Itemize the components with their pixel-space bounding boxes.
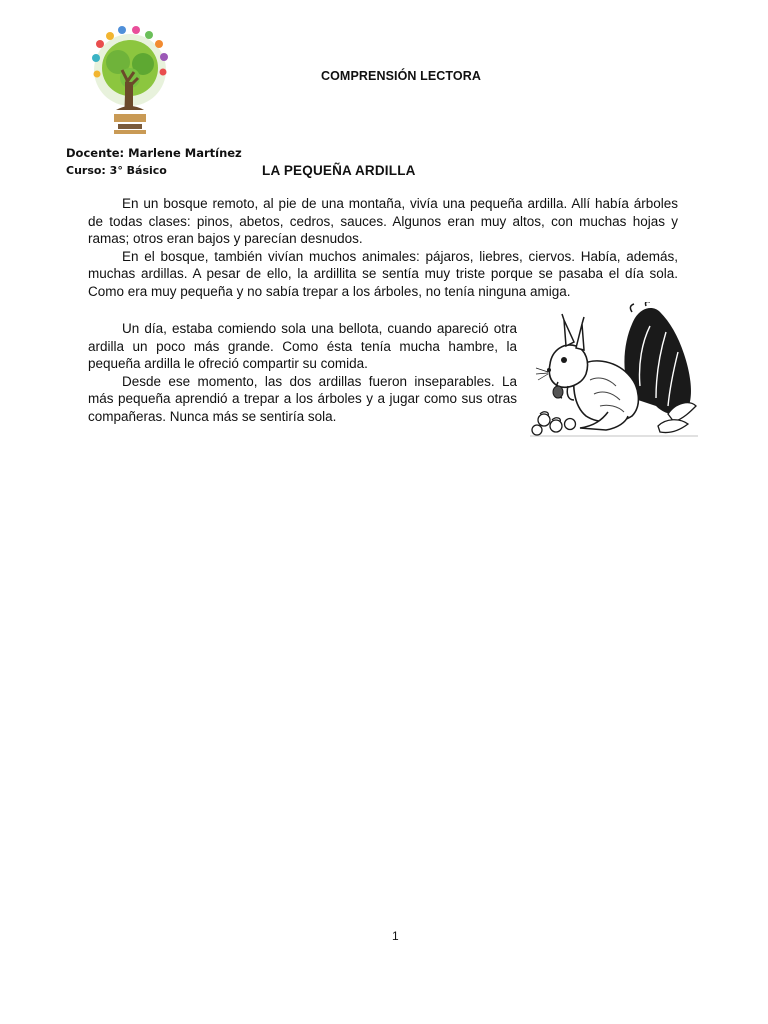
worksheet-title: COMPRENSIÓN LECTORA	[320, 69, 481, 83]
paragraph: Desde ese momento, las dos ardillas fueron inseparables. La más pequeña aprendió a trepar a los árboles y a jugar como sus otras compañeras. Nunca más se sentiría sola.	[88, 373, 517, 424]
story-title: LA PEQUEÑA ARDILLA	[262, 163, 416, 178]
paragraph: Un día, estaba comiendo sola una bellota, cuando apareció otra ardilla un poco más grande. Como ésta tenía mucha hambre, la pequeña ardilla le ofreció compartir su comida.	[88, 321, 517, 372]
paragraph: En un bosque remoto, al pie de una montaña, vivía una pequeña ardilla. Allí había árboles de todas clases: pinos, abetos, cedros, sauces. Algunos eran muy altos, con muchas hojas y ramas; otros eran bajos y parecían desnudos.	[88, 196, 678, 247]
paragraph: En el bosque, también vivían muchos animales: pájaros, liebres, ciervos. Había, además, muchas ardillas. A pesar de ello, la ardillita se sentía muy triste porque se pasaba el día sola. Como era muy pequeña y no sabía trepar a los árboles, no tenía ninguna amiga.	[88, 248, 678, 299]
squirrel-illustration	[528, 302, 700, 440]
school-logo	[88, 22, 172, 136]
teacher-name: Docente: Marlene Martínez	[66, 146, 242, 160]
story-body-top	[88, 195, 678, 301]
story-body-side	[88, 320, 517, 426]
course-label: Curso: 3° Básico	[66, 164, 167, 177]
page-number: 1	[392, 929, 399, 943]
